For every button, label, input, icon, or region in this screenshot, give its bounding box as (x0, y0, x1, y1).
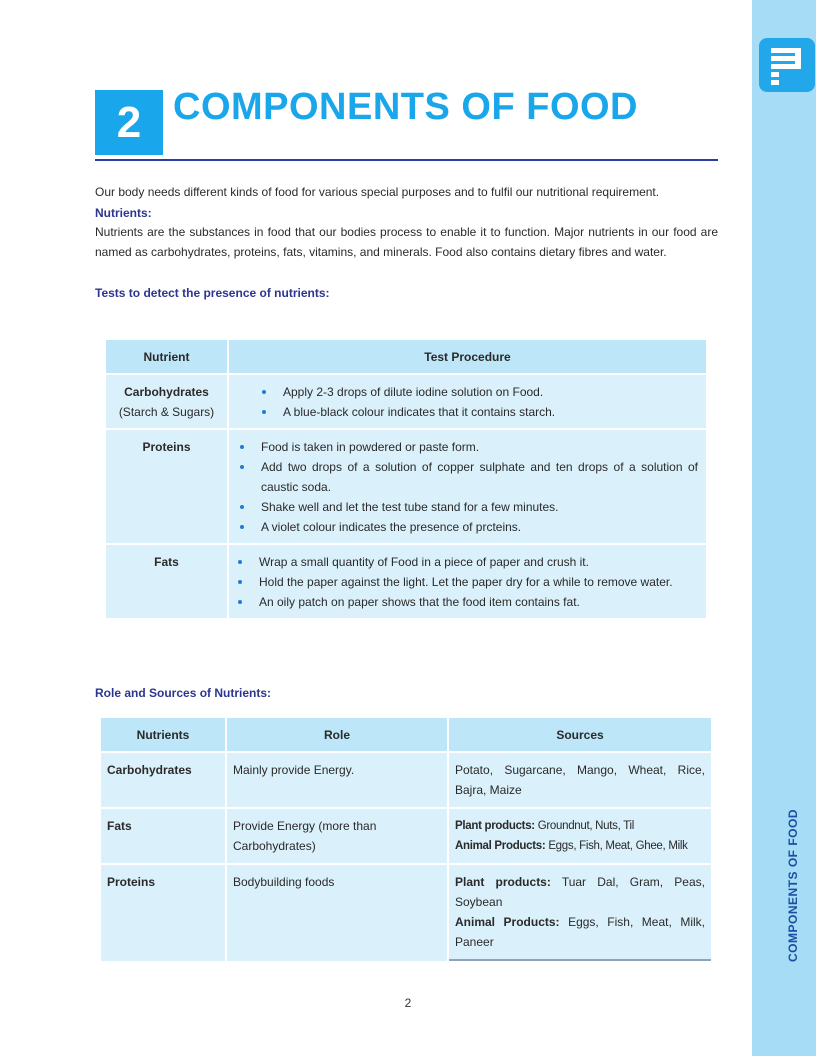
tests-heading: Tests to detect the presence of nutrients: (95, 286, 330, 300)
animal-products-list: Eggs, Fish, Meat, Milk, Paneer (455, 915, 705, 949)
table-row (101, 865, 711, 961)
plant-products-list: Groundnut, Nuts, Til (534, 820, 635, 832)
table-row (101, 809, 711, 863)
nutrient-cell: Proteins (101, 865, 225, 961)
table-row (106, 545, 706, 618)
procedure-step: An oily patch on paper shows that the food item contains fat. (259, 592, 698, 612)
procedure-step: A blue-black colour indicates that it contains starch. (283, 402, 698, 422)
procedure-step: Add two drops of a solution of copper sulphate and ten drops of a solution of caustic soda. (261, 457, 698, 497)
chapter-number: 2 (95, 90, 163, 155)
sources-cell (449, 865, 711, 961)
nutrient-name: Proteins (142, 440, 191, 454)
sidebar-chapter-title: COMPONENTS OF FOOD (786, 809, 800, 962)
column-header-role: Role (227, 718, 447, 751)
table-row (101, 753, 711, 807)
procedure-cell (229, 375, 706, 428)
sources-cell (449, 809, 711, 863)
right-sidebar (752, 0, 816, 1056)
table-header-row (106, 340, 706, 373)
intro-paragraph: Our body needs different kinds of food for various special purposes and to fulfil our nutritional requirement. (95, 185, 660, 199)
role-cell: Provide Energy (more than Carbohydrates) (227, 809, 447, 863)
procedure-step: Apply 2-3 drops of dilute iodine solution on Food. (283, 382, 698, 402)
column-header-sources: Sources (449, 718, 711, 751)
column-header-nutrient: Nutrient (106, 340, 227, 373)
nutrient-cell (106, 375, 227, 428)
nutrients-heading: Nutrients: (95, 206, 152, 220)
procedure-step: Hold the paper against the light. Let the paper dry for a while to remove water. (259, 572, 698, 592)
nutrient-cell (106, 430, 227, 543)
plant-products-label: Plant products: (455, 875, 551, 889)
nutrient-cell (106, 545, 227, 618)
animal-products-list: Eggs, Fish, Meat, Ghee, Milk (545, 840, 688, 852)
role-cell: Bodybuilding foods (227, 865, 447, 961)
procedure-step: Wrap a small quantity of Food in a piece of paper and crush it. (259, 552, 698, 572)
p-book-logo-icon (759, 38, 815, 92)
procedure-step: Shake well and let the test tube stand for a few minutes. (261, 497, 698, 517)
procedure-step: Food is taken in powdered or paste form. (261, 437, 698, 457)
sources-cell: Potato, Sugarcane, Mango, Wheat, Rice, Bajra, Maize (449, 753, 711, 807)
nutrient-name: Fats (154, 555, 179, 569)
chapter-title: COMPONENTS OF FOOD (173, 86, 638, 128)
procedure-cell (229, 545, 706, 618)
role-sources-table (99, 716, 713, 963)
nutrient-cell: Fats (101, 809, 225, 863)
column-header-nutrients: Nutrients (101, 718, 225, 751)
nutrient-tests-table (104, 338, 708, 620)
column-header-test-procedure: Test Procedure (229, 340, 706, 373)
nutrient-name: Carbohydrates (124, 385, 209, 399)
animal-products-label: Animal Products: (455, 840, 546, 852)
procedure-step: A violet colour indicates the presence of prcteins. (261, 517, 698, 537)
table-row (106, 375, 706, 428)
nutrient-cell: Carbohydrates (101, 753, 225, 807)
role-cell: Mainly provide Energy. (227, 753, 447, 807)
table-row (106, 430, 706, 543)
nutrients-paragraph: Nutrients are the substances in food that our bodies process to enable it to function. Major nutrients in our food are named as carbohydrates, proteins, fats, vitamins, and minerals. Food also contains dietary fibres and water. (95, 225, 718, 259)
plant-products-label: Plant products: (455, 820, 535, 832)
page-number: 2 (404, 996, 412, 1010)
plant-products-list: Tuar Dal, Gram, Peas, Soybean (455, 875, 705, 909)
nutrient-subtitle: (Starch & Sugars) (118, 405, 215, 419)
role-sources-heading: Role and Sources of Nutrients: (95, 686, 272, 700)
animal-products-label: Animal Products: (455, 915, 560, 929)
procedure-cell (229, 430, 706, 543)
title-underline (95, 159, 718, 161)
table-header-row (101, 718, 711, 751)
